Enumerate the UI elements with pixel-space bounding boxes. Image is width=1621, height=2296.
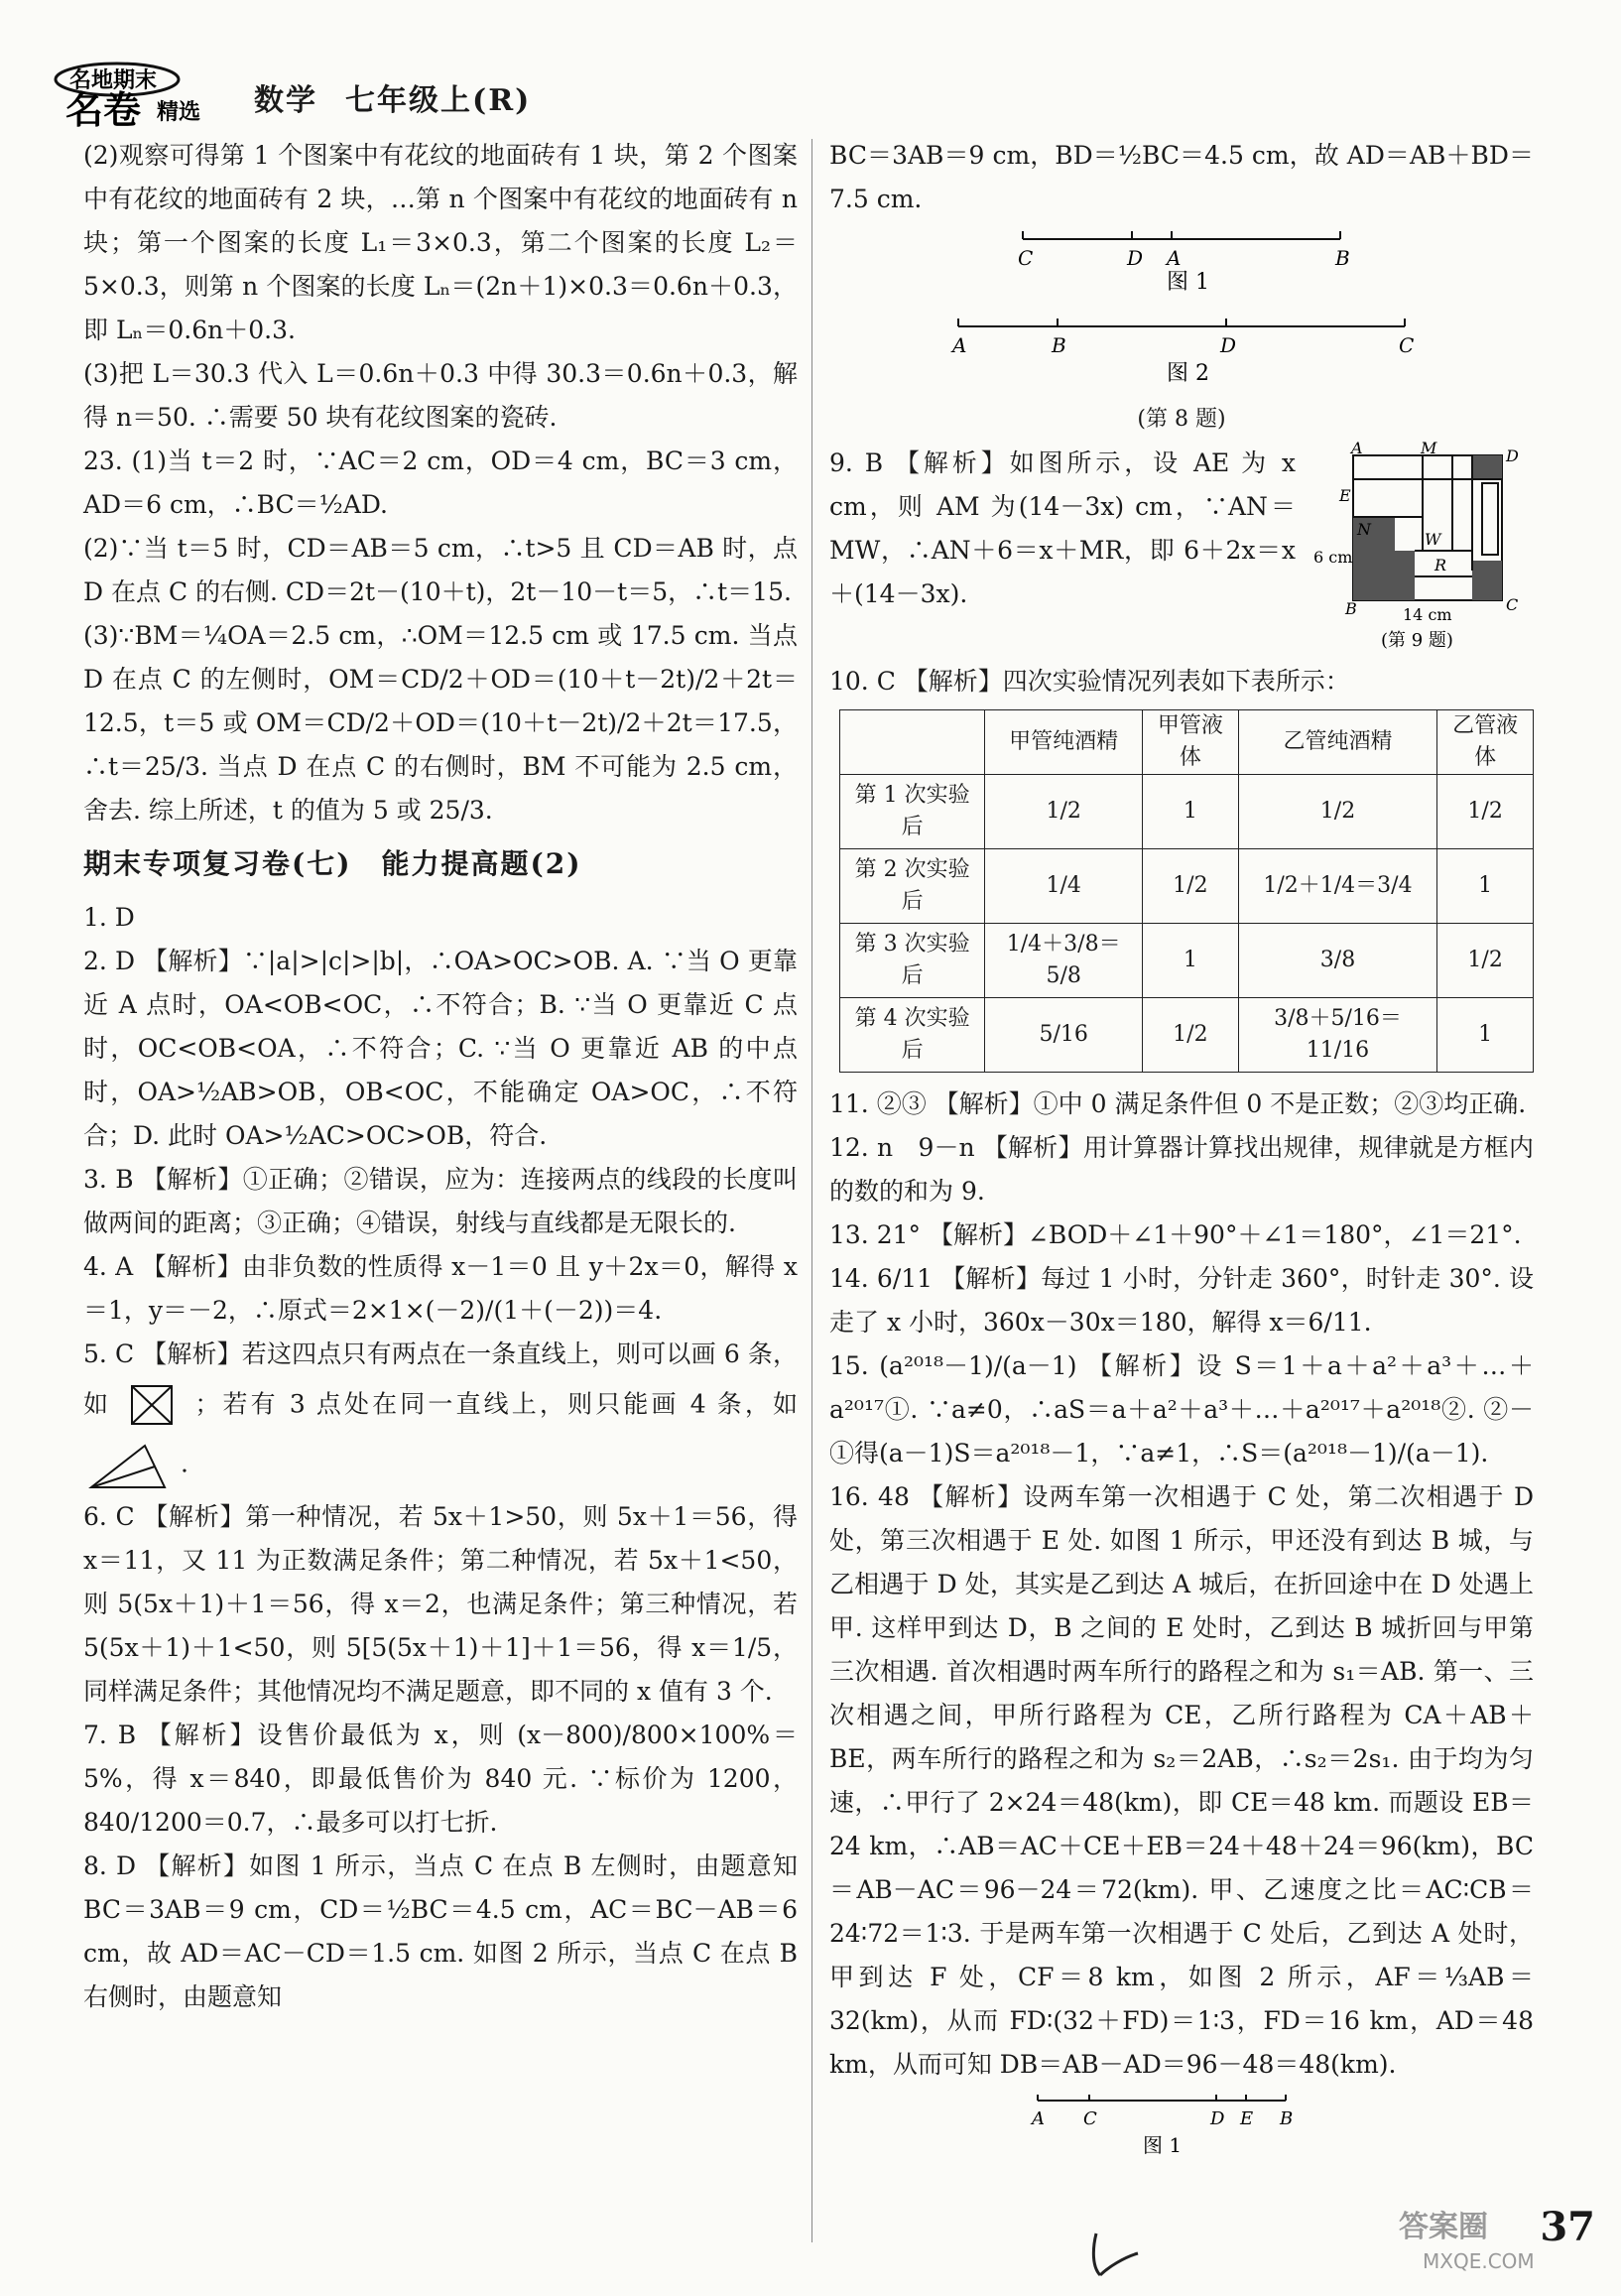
section-title: 期末专项复习卷(七) 能力提高题(2) <box>83 847 582 880</box>
series-logo <box>48 58 236 127</box>
table-cell: 1 <box>1437 998 1534 1073</box>
stamp-text: 答案圈 <box>1399 2210 1488 2244</box>
subject-label: 数学 <box>254 83 317 118</box>
q9-rectangle-figure <box>1311 442 1530 660</box>
table-cell: 1/2 <box>1437 924 1534 998</box>
table-cell: 3/8 <box>1238 924 1437 998</box>
logo-side-text: 精选 <box>157 100 201 125</box>
answer-10: 10. C 【解析】四次实验情况列表如下表所示： <box>829 667 1350 696</box>
answer-1: 1. D <box>83 903 135 932</box>
table-cell: 1/4＋3/8＝5/8 <box>985 924 1143 998</box>
table-cell: 1 <box>1437 849 1534 924</box>
table-cell: 1/2 <box>1143 998 1239 1073</box>
answer-8-continued: BC＝3AB＝9 cm，BD＝½BC＝4.5 cm，故 AD＝AB＋BD＝7.5 cm. <box>829 141 1534 213</box>
q9-label-r: R <box>1434 556 1447 574</box>
q9-label-6cm: 6 cm <box>1313 548 1353 567</box>
fig2-label-a: A <box>952 333 967 357</box>
logo-main-text: 名卷 <box>65 88 142 127</box>
table-cell: 5/16 <box>985 998 1143 1073</box>
q9-label-14cm: 14 cm <box>1403 605 1452 624</box>
fig16-caption: 图 1 <box>1143 2133 1183 2156</box>
table-cell: 1/4 <box>985 849 1143 924</box>
table-header: 甲管液体 <box>1143 710 1239 775</box>
stamp-url: MXQE.COM <box>1423 2249 1535 2273</box>
q23-part1: 23. (1)当 t＝2 时，∵AC＝2 cm，OD＝4 cm，BC＝3 cm，AD＝6 cm，∴BC＝½AD. <box>83 446 798 519</box>
answer-6: 6. C 【解析】第一种情况，若 5x＋1>50，则 5x＋1＝56，得 x＝11，又 11 为正数满足条件；第二种情况，若 5x＋1<50，则 5(5x＋1)＋1＝56，得 x＝2，也满足条件；第三种情况，若 5(5x＋1)＋1<50，则 5[5(5x＋1)＋1]＋1＝56，得 x＝1/5，同样满足条件；其他情况均不满足题意，即不同的 x 值有 3 个. <box>83 1502 798 1706</box>
answer-7: 7. B 【解析】设售价最低为 x，则 (x－800)/800×100%＝5%，得 x＝840，即最低售价为 840 元. ∵标价为 1200，840/1200＝0.7，∴最多可以打七折. <box>83 1721 798 1837</box>
right-column <box>829 134 1534 2170</box>
fig16-label-c: C <box>1083 2108 1097 2129</box>
fig16-label-a: A <box>1032 2108 1045 2129</box>
q22-part3: (3)把 L＝30.3 代入 L＝0.6n＋0.3 中得 30.3＝0.6n＋0.3，解得 n＝50. ∴需要 50 块有花纹图案的瓷砖. <box>83 359 798 432</box>
table-cell: 1 <box>1143 775 1239 849</box>
q22-part2: (2)观察可得第 1 个图案中有花纹的地面砖有 1 块，第 2 个图案中有花纹的地面砖有 2 块，…第 n 个图案中有花纹的地面砖有 n 块；第一个图案的长度 L₁＝3×0.3，第二个图案的长度 L₂＝5×0.3，则第 n 个图案的长度 Lₙ＝(2n＋1)×0.3＝0.6n＋0.3，即 Lₙ＝0.6n＋0.3. <box>83 141 798 344</box>
answer-11: 11. ②③ 【解析】①中 0 满足条件但 0 不是正数；②③均正确. <box>829 1089 1527 1118</box>
q8-caption: (第 8 题) <box>1137 407 1226 432</box>
handwritten-mark <box>1086 2228 1146 2282</box>
answer-13: 13. 21° 【解析】∠BOD＋∠1＋90°＋∠1＝180°，∠1＝21°. <box>829 1220 1522 1249</box>
fig1-label-a: A <box>1167 246 1182 270</box>
answer-5-text-c: . <box>180 1449 188 1478</box>
fig2-label-d: D <box>1220 333 1237 357</box>
answer-5-text-a: 5. C 【解析】若这四点只有两点在一条直线上，则可以画 6 条，如 <box>83 1339 798 1419</box>
fig16-label-d: D <box>1210 2108 1225 2129</box>
table-row <box>840 775 1534 849</box>
table-cell: 1/2 <box>985 775 1143 849</box>
q23-part2: (2)∵当 t＝5 时，CD＝AB＝5 cm，∴t>5 且 CD＝AB 时，点 D 在点 C 的右侧. CD＝2t－(10＋t)，2t－10－t＝5，∴t＝15. <box>83 534 798 606</box>
left-column <box>83 134 798 2019</box>
q8-fig1 <box>829 221 1524 291</box>
table-cell: 1/2 <box>1238 775 1437 849</box>
table-cell: 1/2 <box>1143 849 1239 924</box>
q9-block <box>829 442 1534 660</box>
page-header <box>48 58 603 127</box>
fig1-label-d: D <box>1127 246 1144 270</box>
answer-5-text-b: ；若有 3 点处在同一直线上，则只能画 4 条，如 <box>194 1389 798 1419</box>
table-cell: 1 <box>1143 924 1239 998</box>
table-cell: 1/2＋1/4＝3/4 <box>1238 849 1437 924</box>
answer-14: 14. 6/11 【解析】每过 1 小时，分针走 360°，时针走 30°. 设走了 x 小时，360x－30x＝180，解得 x＝6/11. <box>829 1264 1534 1337</box>
q9-label-m: M <box>1421 442 1437 457</box>
page-number: 37 <box>1540 2204 1595 2250</box>
fig1-label-c: C <box>1018 246 1034 270</box>
q23-part3: (3)∵BM＝¼OA＝2.5 cm，∴OM＝12.5 cm 或 17.5 cm. 当点 D 在点 C 的左侧时，OM＝CD/2＋OD＝(10＋t－2t)/2＋2t＝12.5，t＝5 或 OM＝CD/2＋OD＝(10＋t－2t)/2＋2t＝17.5，∴t＝25/3. 当点 D 在点 C 的右侧时，BM 不可能为 2.5 cm，舍去. 综上所述，t 的值为 5 或 25/3. <box>83 621 798 825</box>
table-cell: 3/8＋5/16＝11/16 <box>1238 998 1437 1073</box>
table-cell: 第 3 次实验后 <box>840 924 985 998</box>
fig2-label-c: C <box>1399 333 1415 357</box>
q8-figures <box>829 221 1534 442</box>
fig2-caption: 图 2 <box>1167 361 1209 384</box>
table-header: 甲管纯酒精 <box>985 710 1143 775</box>
logo-top-text: 名地期末 <box>69 68 158 93</box>
grade-label: 七年级上(R) <box>345 83 532 118</box>
answer-12: 12. n 9－n 【解析】用计算器计算找出规律，规律就是方框内的数的和为 9. <box>829 1133 1534 1206</box>
table-cell: 第 1 次实验后 <box>840 775 985 849</box>
experiment-table <box>839 709 1534 1073</box>
q9-label-c: C <box>1506 595 1519 614</box>
column-divider <box>811 139 812 2242</box>
q9-label-d: D <box>1506 446 1519 465</box>
fig1-caption: 图 1 <box>1167 270 1209 291</box>
q9-label-e: E <box>1339 486 1351 505</box>
table-cell: 1/2 <box>1437 775 1534 849</box>
answer-5 <box>83 1333 798 1495</box>
table-cell: 第 2 次实验后 <box>840 849 985 924</box>
square-four-points-figure <box>122 1376 184 1436</box>
q9-label-b: B <box>1345 599 1357 618</box>
table-row <box>840 998 1534 1073</box>
q9-label-n: N <box>1357 520 1371 539</box>
table-header-row <box>840 710 1534 775</box>
answer-15: 15. (a²⁰¹⁸－1)/(a－1) 【解析】设 S＝1＋a＋a²＋a³＋…＋a²⁰¹⁷①. ∵a≠0，∴aS＝a＋a²＋a³＋…＋a²⁰¹⁷＋a²⁰¹⁸②. ②－①得(a－1)S＝a²⁰¹⁸－1，∵a≠1，∴S＝(a²⁰¹⁸－1)/(a－1). <box>829 1351 1534 1467</box>
table-header <box>840 710 985 775</box>
answer-2: 2. D 【解析】∵|a|>|c|>|b|，∴OA>OC>OB. A. ∵当 O 更靠近 A 点时，OA<OB<OC，∴不符合；B. ∵当 O 更靠近 C 点时，OC<OB<OA，∴不符合；C. ∵当 O 更靠近 AB 的中点时，OA>½AB>OB，OB<OC，不能确定 OA>OC，∴不符合；D. 此时 OA>½AC>OC>OB，符合. <box>83 947 798 1150</box>
q9-label-w: W <box>1425 530 1441 549</box>
fig2-label-b: B <box>1052 333 1066 357</box>
answer-8: 8. D 【解析】如图 1 所示，当点 C 在点 B 左侧时，由题意知 BC＝3AB＝9 cm，CD＝½BC＝4.5 cm，AC＝BC－AB＝6 cm，故 AD＝AC－CD＝1.5 cm. 如图 2 所示，当点 C 在点 B 右侧时，由题意知 <box>83 1851 798 2011</box>
answer-4: 4. A 【解析】由非负数的性质得 x－1＝0 且 y＋2x＝0，解得 x＝1，y＝－2，∴原式＝2×1×(－2)/(1＋(－2))＝4. <box>83 1252 798 1325</box>
triangle-figure <box>83 1436 173 1495</box>
answer-3: 3. B 【解析】①正确；②错误，应为：连接两点的线段的长度叫做两间的距离；③正确；④错误，射线与直线都是无限长的. <box>83 1165 798 1237</box>
fig16-label-e: E <box>1240 2108 1254 2129</box>
table-row <box>840 849 1534 924</box>
answer-16: 16. 48 【解析】设两车第一次相遇于 C 处，第二次相遇于 D 处，第三次相遇于 E 处. 如图 1 所示，甲还没有到达 B 城，与乙相遇于 D 处，其实是乙到达 A 城后，在折回途中在 D 处遇上甲. 这样甲到达 D，B 之间的 E 处时，乙到达 B 城折回与甲第三次相遇. 首次相遇时两车所行的路程之和为 s₁＝AB. 第一、三次相遇之间，甲所行路程为 CE，乙所行路程为 CA＋AB＋BE，两车所行的路程之和为 s₂＝2AB，∴s₂＝2s₁. 由于均为匀速，∴甲行了 2×24＝48(km)，即 CE＝48 km. 而题设 EB＝24 km，∴AB＝AC＋CE＋EB＝24＋48＋24＝96(km)，BC＝AB－AC＝96－24＝72(km). 甲、乙速度之比＝AC∶CB＝24∶72＝1∶3. 于是两车第一次相遇于 C 处后，乙到达 A 处时，甲到达 F 处，CF＝8 km，如图 2 所示，AF＝⅓AB＝32(km)，从而 FD∶(32＋FD)＝1∶3，FD＝16 km，AD＝48 km，从而可知 DB＝AB－AD＝96－48＝48(km). <box>829 1482 1534 2079</box>
table-cell: 第 4 次实验后 <box>840 998 985 1073</box>
q8-fig2 <box>829 305 1524 384</box>
fig1-label-b: B <box>1335 246 1350 270</box>
q16-fig1 <box>829 2087 1524 2156</box>
answer-9: 9. B 【解析】如图所示，设 AE 为 x cm，则 AM 为(14－3x) cm，∵AN＝MW，∴AN＋6＝x＋MR，即 6＋2x＝x＋(14－3x). <box>829 448 1296 608</box>
table-header: 乙管纯酒精 <box>1238 710 1437 775</box>
table-row <box>840 924 1534 998</box>
table-header: 乙管液体 <box>1437 710 1534 775</box>
q9-caption: (第 9 题) <box>1381 630 1453 651</box>
fig16-label-b: B <box>1280 2108 1294 2129</box>
q9-label-a: A <box>1351 442 1363 457</box>
